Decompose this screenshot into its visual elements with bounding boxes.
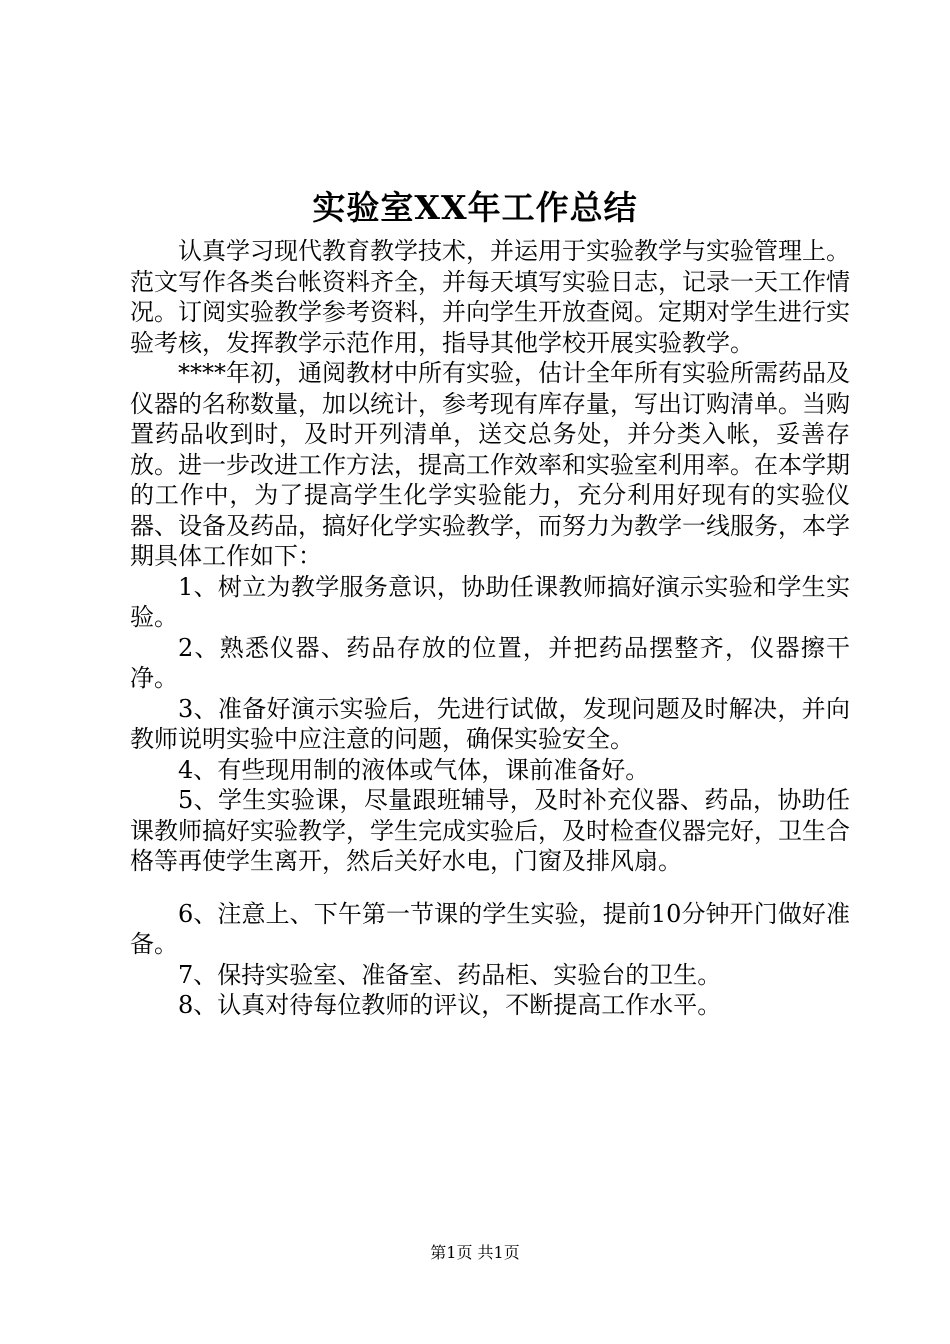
document-body: [130, 236, 850, 1021]
list-item-5: 5、学生实验课，尽量跟班辅导，及时补充仪器、药品，协助任课教师搞好实验教学，学生完成实验后，及时检查仪器完好，卫生合格等再使学生离开，然后关好水电，门窗及排风扇。: [130, 786, 850, 875]
list-item-1: 1、树立为教学服务意识，协助任课教师搞好演示实验和学生实验。: [130, 572, 850, 631]
paragraph-intro: 认真学习现代教育教学技术，并运用于实验教学与实验管理上。范文写作各类台帐资料齐全，并每天填写实验日志，记录一天工作情况。订阅实验教学参考资料，并向学生开放查阅。定期对学生进行实验考核，发挥教学示范作用，指导其他学校开展实验教学。: [130, 237, 850, 357]
page-footer: 第1页 共1页: [430, 1243, 520, 1262]
list-item-8: 8、认真对待每位教师的评议，不断提高工作水平。: [178, 991, 722, 1019]
list-item-4: 4、有些现用制的液体或气体，课前准备好。: [178, 755, 650, 784]
list-item-3: 3、准备好演示实验后，先进行试做，发现问题及时解决，并向教师说明实验中应注意的问题，确保实验安全。: [130, 694, 850, 753]
list-item-2: 2、熟悉仪器、药品存放的位置，并把药品摆整齐，仪器擦干净。: [130, 633, 850, 692]
document-title: 实验室XX年工作总结: [312, 188, 638, 227]
paragraph-annual-plan: ****年初，通阅教材中所有实验，估计全年所有实验所需药品及仪器的名称数量，加以统计，参考现有库存量，写出订购清单。当购置药品收到时，及时开列清单，送交总务处，并分类入帐，妥善存放。进一步改进工作方法，提高工作效率和实验室利用率。在本学期的工作中，为了提高学生化学实验能力，充分利用好现有的实验仪器、设备及药品，搞好化学实验教学，而努力为教学一线服务，本学期具体工作如下：: [130, 359, 850, 570]
list-item-7: 7、保持实验室、准备室、药品柜、实验台的卫生。: [178, 960, 722, 989]
list-item-6: 6、注意上、下午第一节课的学生实验，提前10分钟开门做好准备。: [130, 899, 850, 958]
